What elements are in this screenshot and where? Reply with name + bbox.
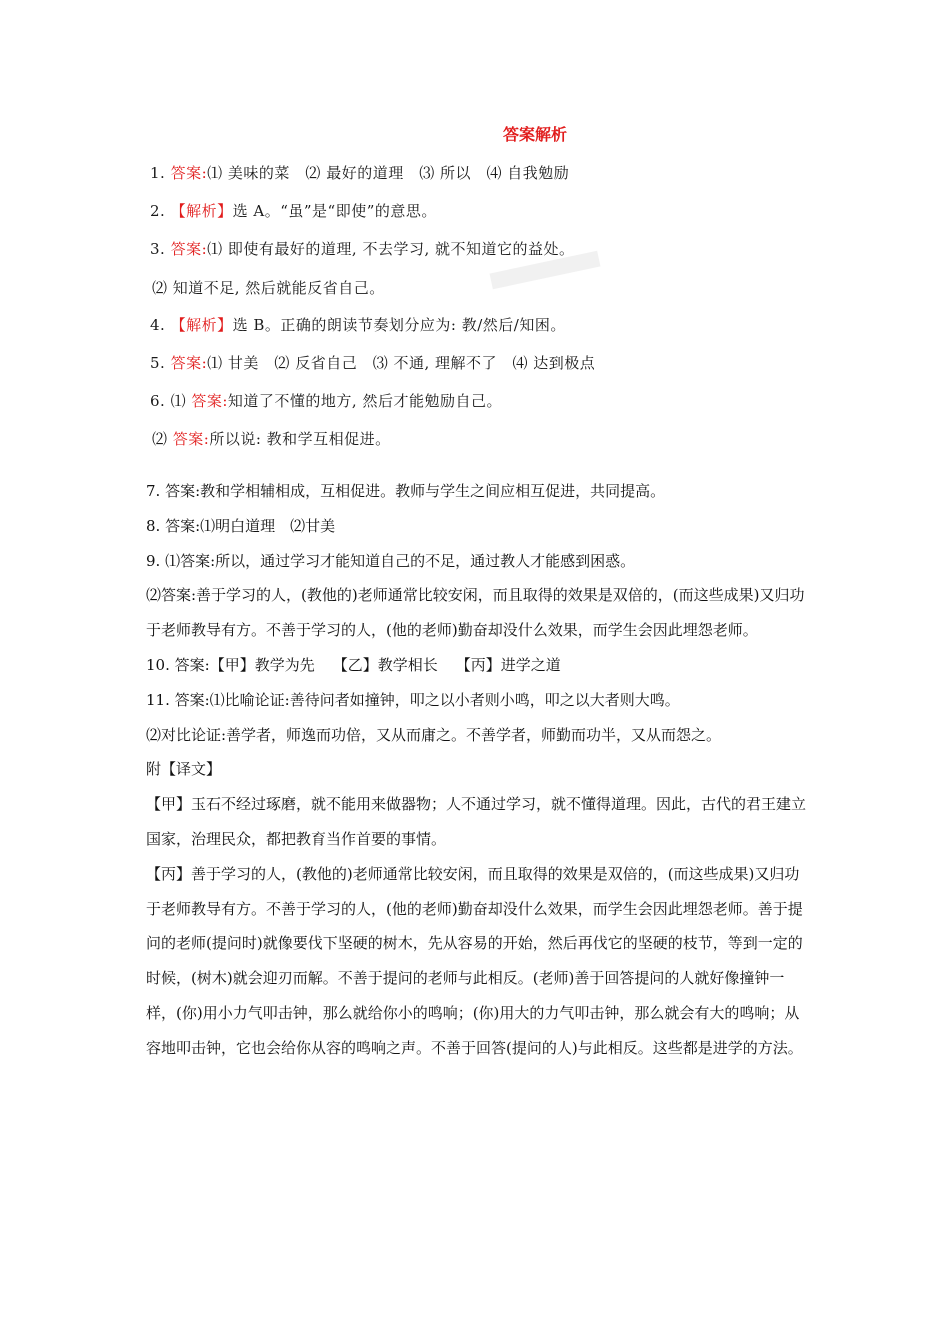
answer-label: 答案:	[172, 430, 210, 448]
answer-text: 选 B。正确的朗读节奏划分应为: 教/然后/知困。	[232, 316, 566, 334]
answer-text: 知道了不懂的地方, 然后才能勉励自己。	[227, 392, 502, 410]
answer-label: 答案:	[170, 164, 208, 182]
answer-10-prefix: 10. 答案:	[146, 655, 210, 674]
answer-1	[150, 162, 569, 183]
answer-analysis-title: 答案解析	[502, 125, 567, 144]
answer-number: 1.	[150, 164, 171, 182]
answer-10-item: 【丙】进学之道	[455, 655, 561, 674]
answer-number: 6. ⑴	[150, 392, 192, 410]
analysis-label: 【解析】	[170, 202, 233, 220]
answer-text: 所以说: 教和学互相促进。	[209, 430, 391, 448]
answer-5	[150, 352, 595, 373]
answer-number: 3.	[150, 240, 171, 258]
answer-10-item: 【甲】教学为先	[209, 655, 315, 674]
answer-6-1	[150, 390, 502, 411]
translation-bing: 【丙】善于学习的人，(教他的)老师通常比较安闲，而且取得的效果是双倍的，(而这些成果)又归功于老师教导有方。不善于学习的人，(他的老师)勤奋却没什么效果，而学生会因此埋怨老师。善于提问的老师(提问时)就像要伐下坚硬的树木，先从容易的开始，然后再伐它的坚硬的枝节，等到一定的时候，(树木)就会迎刃而解。不善于提问的老师与此相反。(老师)善于回答提问的人就好像撞钟一样，(你)用小力气叩击钟，那么就给你小的鸣响；(你)用大的力气叩击钟，那么就会有大的鸣响；从容地叩击钟，它也会给你从容的鸣响之声。不善于回答(提问的人)与此相反。这些都是进学的方法。	[146, 864, 803, 1057]
answer-3-2	[152, 277, 385, 298]
answer-text: ⑴ 甘美 ⑵ 反省自己 ⑶ 不通, 理解不了 ⑷ 达到极点	[207, 354, 596, 372]
answer-label: 答案:	[170, 240, 208, 258]
answer-8: 8. 答案:⑴明白道理 ⑵甘美	[146, 516, 336, 535]
answer-number: 5.	[150, 354, 171, 372]
answer-text: ⑴ 美味的菜 ⑵ 最好的道理 ⑶ 所以 ⑷ 自我勉励	[207, 164, 570, 182]
answer-text: ⑴ 即使有最好的道理, 不去学习, 就不知道它的益处。	[207, 240, 575, 258]
answer-11-2: ⑵对比论证:善学者，师逸而功倍，又从而庸之。不善学者，师勤而功半，又从而怨之。	[146, 725, 722, 744]
answer-number: 4.	[150, 316, 171, 334]
answer-number: ⑵	[152, 430, 173, 448]
appendix-heading: 附【译文】	[146, 760, 222, 779]
answer-10-item: 【乙】教学相长	[332, 655, 438, 674]
answer-9-1: 9. ⑴答案:所以，通过学习才能知道自己的不足，通过教人才能感到困惑。	[146, 551, 636, 570]
answer-text: ⑵ 知道不足, 然后就能反省自己。	[152, 279, 385, 297]
answer-number: 2.	[150, 202, 171, 220]
answer-text: 选 A。“虽”是“即使”的意思。	[232, 202, 437, 220]
answer-9-2: ⑵答案:善于学习的人，(教他的)老师通常比较安闲，而且取得的效果是双倍的，(而这些成果)又归功于老师教导有方。不善于学习的人，(他的老师)勤奋却没什么效果，而学生会因此埋怨老师。	[146, 586, 805, 640]
analysis-label: 【解析】	[170, 316, 233, 334]
translation-jia: 【甲】玉石不经过琢磨，就不能用来做器物；人不通过学习，就不懂得道理。因此，古代的君王建立国家，治理民众，都把教育当作首要的事情。	[146, 795, 807, 848]
answer-4	[150, 314, 566, 335]
answer-10	[146, 648, 806, 683]
answer-label: 答案:	[191, 392, 228, 410]
answer-11-1: 11. 答案:⑴比喻论证:善待问者如撞钟，叩之以小者则小鸣，叩之以大者则大鸣。	[146, 690, 680, 709]
answer-2	[150, 200, 437, 221]
answer-3-1	[150, 238, 575, 259]
answer-label: 答案:	[170, 354, 208, 372]
typed-answers	[146, 474, 806, 1066]
answer-6-2	[152, 428, 391, 449]
answer-7: 7. 答案:教和学相辅相成，互相促进。教师与学生之间应相互促进，共同提高。	[146, 482, 666, 500]
